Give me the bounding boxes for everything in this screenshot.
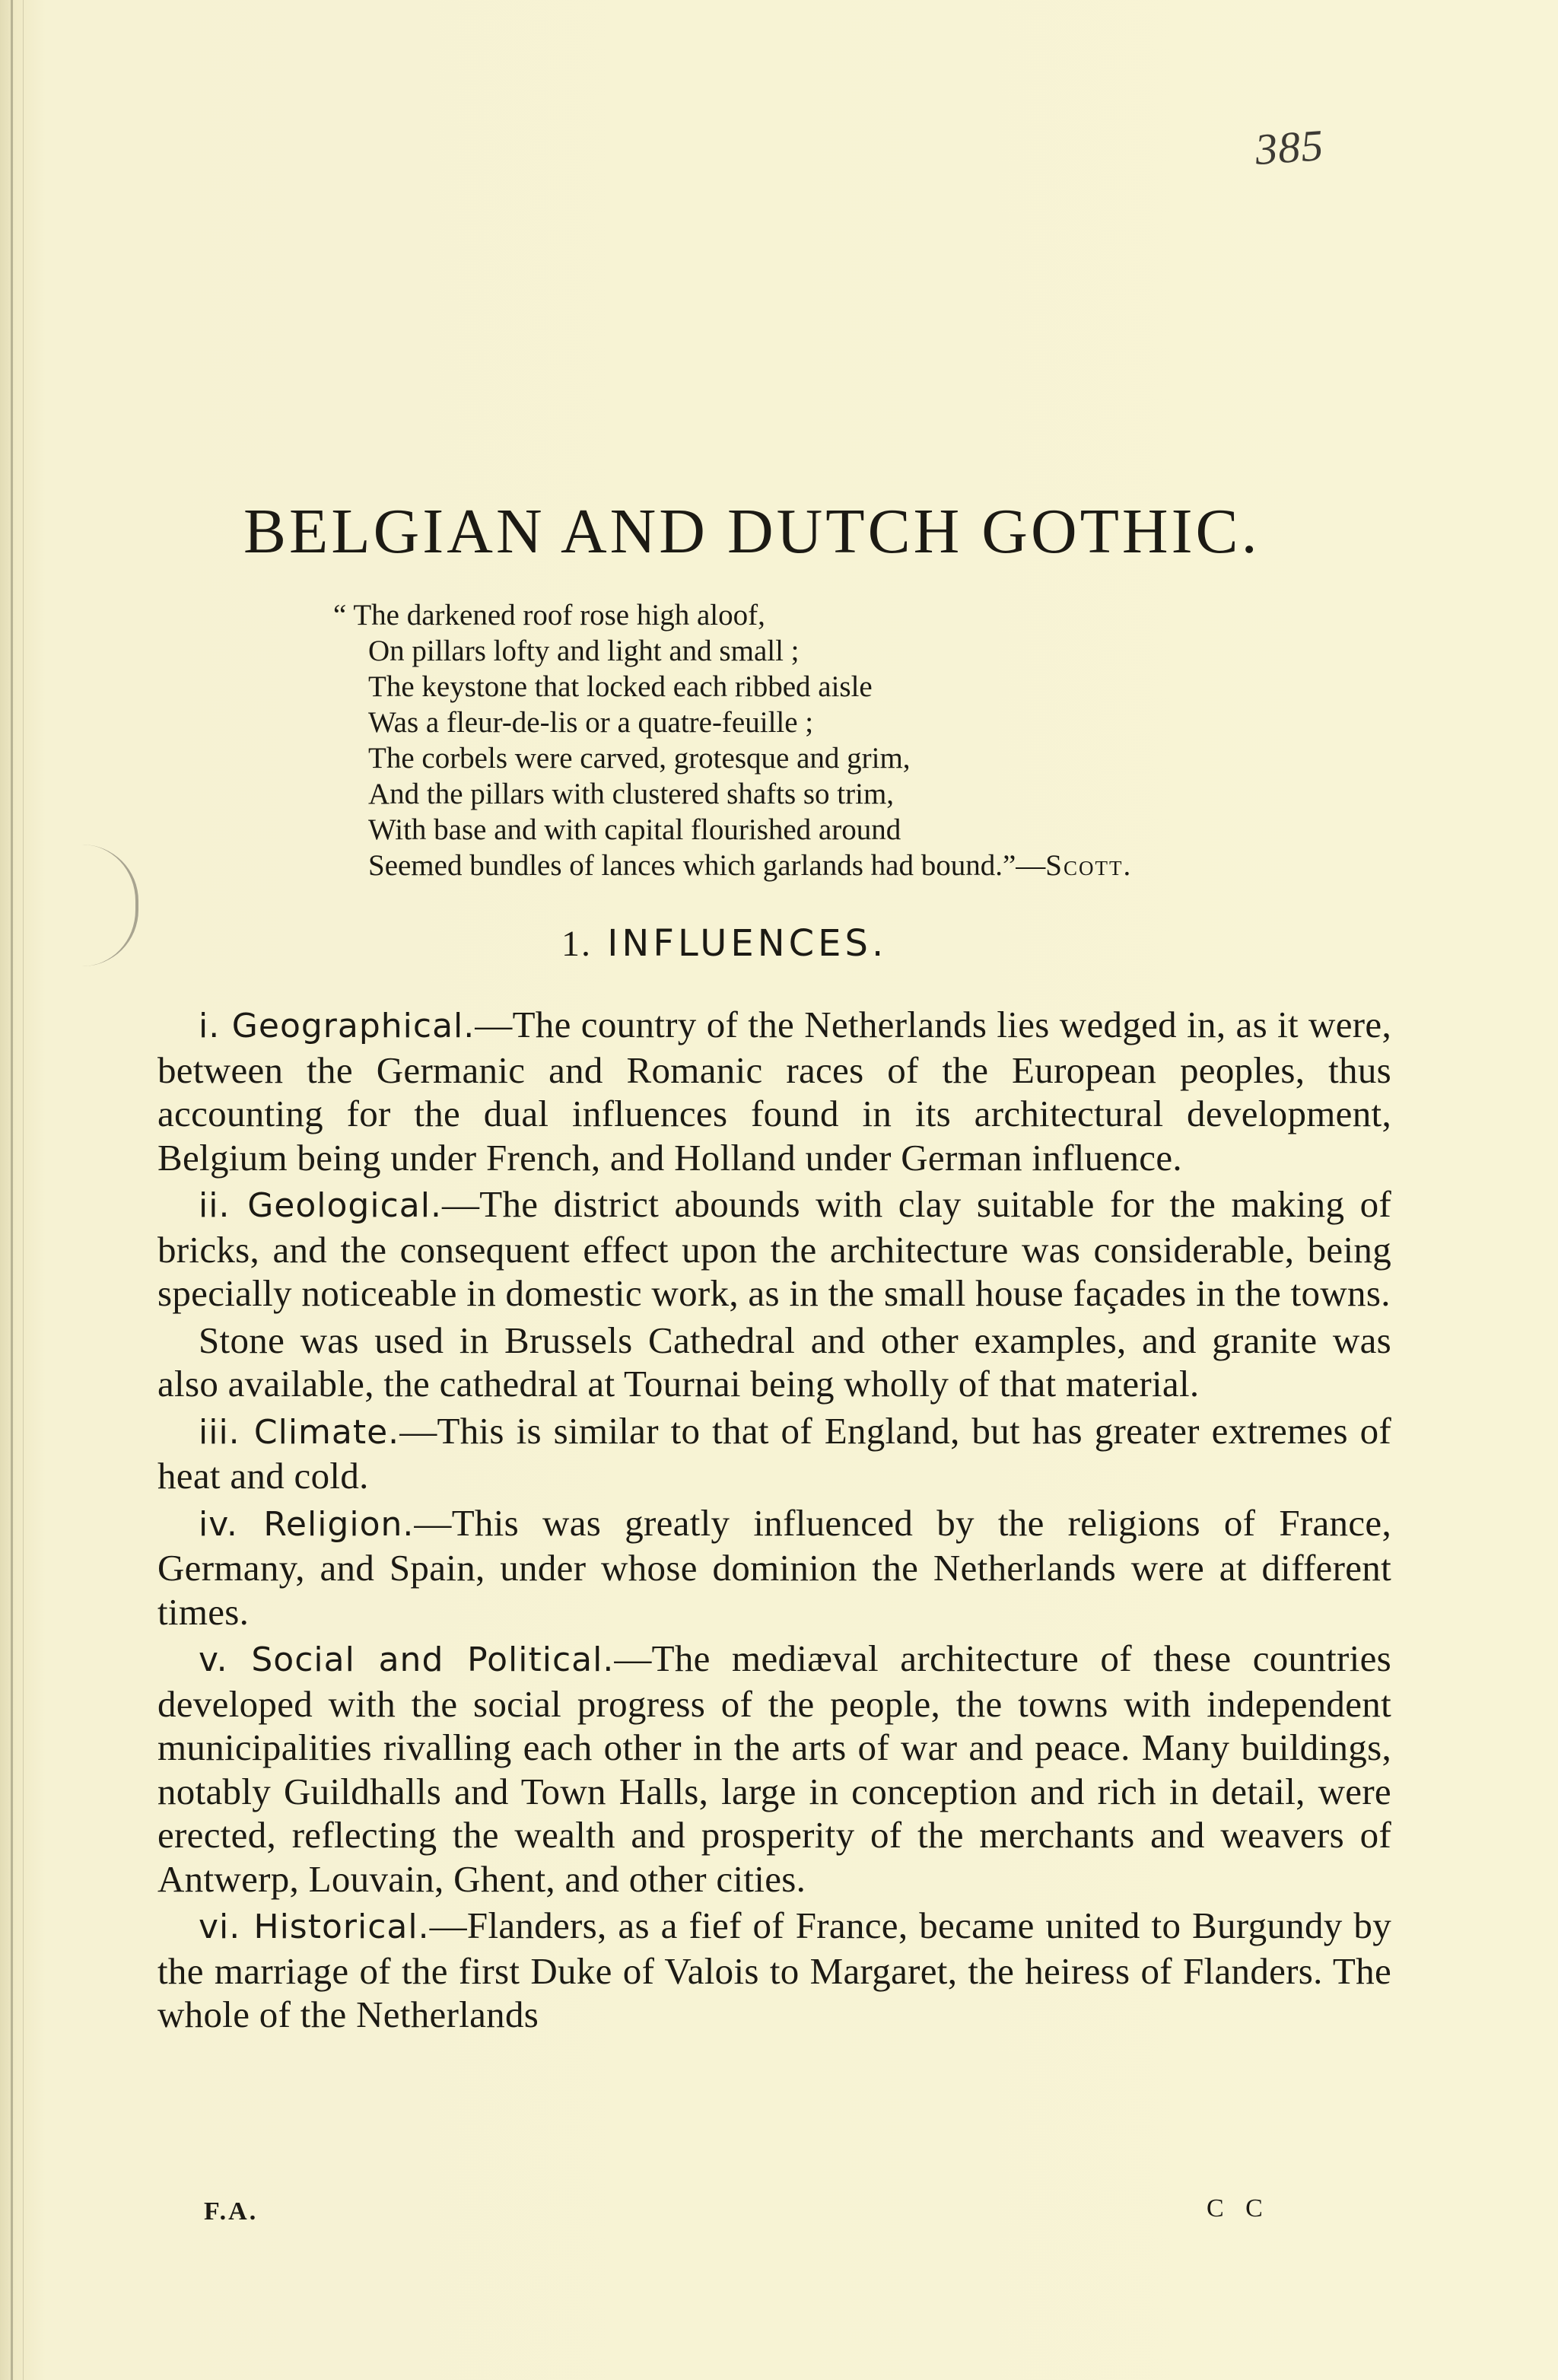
epigraph-line: The corbels were carved, grotesque and grim,: [368, 742, 911, 775]
signature-mark: F.A.: [204, 2197, 259, 2226]
paragraph-geological: [157, 1182, 1391, 1316]
epigraph: [333, 597, 1368, 883]
epigraph-attribution: Scott.: [1045, 849, 1133, 882]
gathering-mark: C C: [1207, 2194, 1270, 2222]
paragraph-lead: iii. Climate.: [199, 1412, 400, 1452]
epigraph-line: The keystone that locked each ribbed aisle: [368, 670, 873, 703]
body-text: [157, 1003, 1391, 2037]
epigraph-line: Seemed bundles of lances which garlands had bound.”—: [368, 849, 1046, 882]
paragraph-text: Stone was used in Brussels Cathedral and other examples, and granite was also available, the cathedral at Tournai being wholly of that material.: [157, 1319, 1391, 1405]
paragraph-lead: vi. Historical.: [199, 1908, 430, 1946]
paragraph-social-political: [157, 1637, 1391, 1901]
chapter-title: BELGIAN AND DUTCH GOTHIC.: [243, 496, 1261, 567]
paragraph-text: —The country of the Netherlands lies wedged in, as it were, between the Germanic and Romanic races of the European peoples, thus accounting for the dual influences found in its architectural development, Belgium being under French, and Holland under German influence.: [157, 1004, 1392, 1179]
paragraph-text: —Flanders, as a fief of France, became united to Burgundy by the marriage of the first Duke of Valois to Margaret, the heiress of Flanders. The whole of the Netherlands: [157, 1904, 1391, 2035]
section-title: INFLUENCES.: [607, 922, 888, 965]
epigraph-line: And the pillars with clustered shafts so trim,: [368, 778, 895, 810]
epigraph-line: Was a fleur-de-lis or a quatre-feuille ;: [368, 706, 814, 739]
paragraph-climate: [157, 1409, 1391, 1498]
paragraph-lead: iv. Religion.: [199, 1504, 415, 1544]
folio-number: 385: [1253, 119, 1326, 175]
epigraph-line: On pillars lofty and light and small ;: [368, 635, 800, 667]
section-heading: [561, 922, 887, 965]
binding-edge-inner: [23, 0, 24, 2380]
paragraph-historical: [157, 1904, 1391, 2037]
section-number: 1.: [561, 924, 592, 964]
paragraph-religion: [157, 1501, 1391, 1634]
paragraph-stone: [157, 1319, 1391, 1406]
margin-bracket-mark: [82, 845, 138, 966]
paragraph-text: —This is similar to that of England, but has greater extremes of heat and cold.: [157, 1409, 1392, 1497]
paragraph-text: —The mediæval architecture of these countries developed with the social progress of the people, the towns with independent municipalities rivalling each other in the arts of war and peace. Many buildings, notably Guildhalls and Town Halls, large in conception and rich in detail, were erected, reflecting the wealth and prosperity of the merchants and weavers of Antwerp, Louvain, Ghent, and other cities.: [157, 1637, 1392, 1900]
epigraph-line: “ The darkened roof rose high aloof,: [333, 599, 765, 632]
paragraph-text: —This was greatly influenced by the religions of France, Germany, and Spain, under whose dominion the Netherlands were at different times.: [157, 1501, 1392, 1633]
paragraph-geographical: [157, 1003, 1391, 1179]
epigraph-last-line: [333, 848, 1368, 883]
paragraph-lead: ii. Geological.: [199, 1186, 442, 1225]
epigraph-line: With base and with capital flourished around: [368, 813, 901, 846]
paragraph-lead: v. Social and Political.: [199, 1640, 615, 1679]
binding-edge: [11, 0, 13, 2380]
paragraph-text: —The district abounds with clay suitable for the making of bricks, and the consequent effect upon the architecture was considerable, being specially noticeable in domestic work, as in the small house façades in the towns.: [157, 1183, 1391, 1314]
paragraph-lead: i. Geographical.: [199, 1007, 475, 1045]
